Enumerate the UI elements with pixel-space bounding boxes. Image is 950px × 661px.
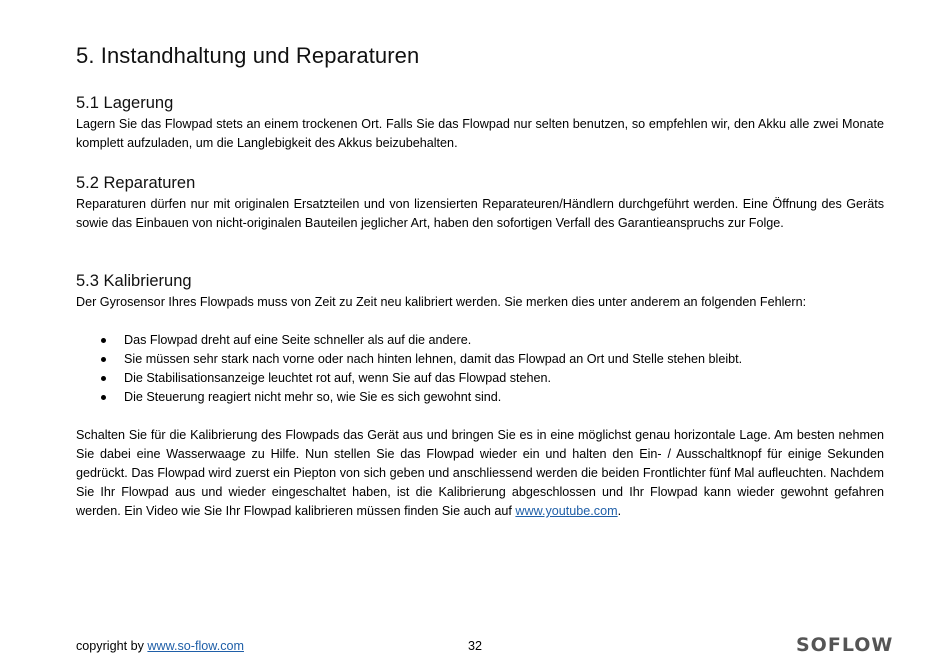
section-kalibrierung [76, 272, 884, 521]
youtube-link[interactable]: www.youtube.com [515, 504, 618, 518]
page-title: 5. Instandhaltung und Reparaturen [76, 43, 420, 68]
section-paragraph: Reparaturen dürfen nur mit originalen Ersatzteilen und von lizensierten Reparateuren/Händlern durchgeführt werden. Eine Öffnung des Geräts sowie das Einbauen von nicht-originalen Bauteilen jeglicher Art, haben den sofortigen Verfall des Garantieanspruchs zur Folge. [76, 197, 884, 230]
page-number: 32 [468, 639, 483, 653]
error-list [76, 331, 884, 407]
section-lagerung [76, 94, 884, 153]
section-heading: 5.1 Lagerung [76, 94, 174, 112]
list-item: Sie müssen sehr stark nach vorne oder nach hinten lehnen, damit das Flowpad an Ort und Stelle stehen bleibt. [76, 350, 884, 369]
soflow-logo: SOFLOW [796, 634, 894, 656]
calibration-text: Schalten Sie für die Kalibrierung des Flowpads das Gerät aus und bringen Sie es in eine möglichst genau horizontale Lage. Am besten nehmen Sie dabei eine Wasserwaage zu Hilfe. Nun stellen Sie das Flowpad wieder ein und halten den Ein- / Ausschaltknopf für einige Sekunden gedrückt. Das Flowpad wird zuerst ein Piepton von sich geben und anschliessend werden die beiden Frontlichter fünf Mal aufleuchten. Nachdem Sie Ihr Flowpad aus und wieder eingeschaltet haben, ist die Kalibrierung abgeschlossen und Ihr Flowpad kann wieder gewohnt gefahren werden. Ein Video wie Sie Ihr Flowpad kalibrieren müssen finden Sie auch auf [76, 428, 884, 518]
calibration-paragraph [76, 426, 884, 521]
copyright-text [76, 639, 244, 653]
section-heading: 5.3 Kalibrierung [76, 272, 192, 290]
section-paragraph: Lagern Sie das Flowpad stets an einem trockenen Ort. Falls Sie das Flowpad nur selten benutzen, so empfehlen wir, den Akku alle zwei Monate komplett aufzuladen, um die Langlebigkeit des Akkus beizubehalten. [76, 117, 884, 150]
closing-period: . [617, 504, 622, 518]
list-item: Die Steuerung reagiert nicht mehr so, wie Sie es sich gewohnt sind. [76, 388, 884, 407]
list-item: Das Flowpad dreht auf eine Seite schneller als auf die andere. [76, 331, 884, 350]
copyright-prefix: copyright by [76, 639, 144, 653]
section-reparaturen [76, 174, 884, 233]
list-item: Die Stabilisationsanzeige leuchtet rot auf, wenn Sie auf das Flowpad stehen. [76, 369, 884, 388]
section-paragraph: Der Gyrosensor Ihres Flowpads muss von Zeit zu Zeit neu kalibriert werden. Sie merken dies unter anderem an folgenden Fehlern: [76, 295, 807, 309]
section-heading: 5.2 Reparaturen [76, 174, 196, 192]
website-link[interactable]: www.so-flow.com [147, 639, 244, 653]
